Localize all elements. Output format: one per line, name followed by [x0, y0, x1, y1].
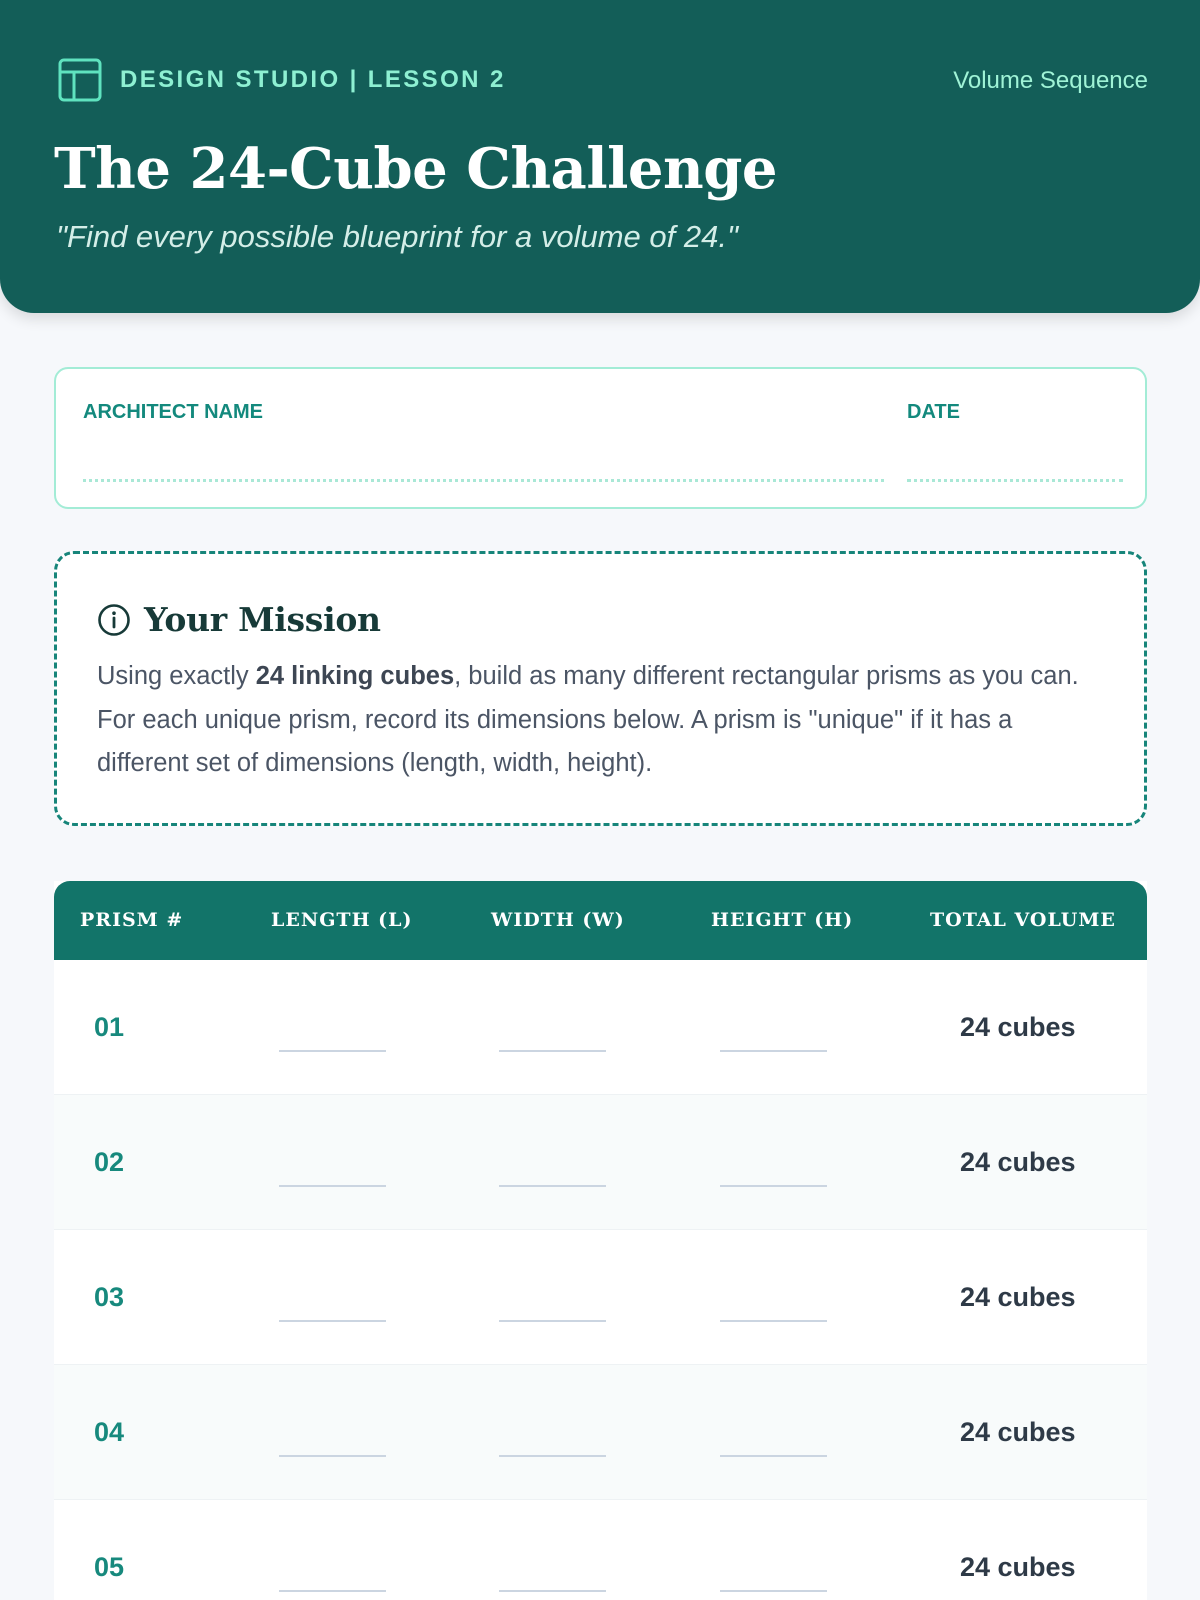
column-header-height: HEIGHT (H) [711, 909, 854, 931]
mission-text-end: , build as many different rectangular prisms as you can. For each unique prism, record its dimensions below. A prism is "unique" if it has a different set of dimensions (length, width, height). [97, 662, 1079, 777]
layout-icon [58, 58, 102, 102]
mission-text-emphasis: 24 linking cubes [255, 662, 455, 690]
page-header [0, 0, 1200, 313]
table-row [54, 1230, 1147, 1365]
height-blank[interactable] [720, 1185, 827, 1187]
sequence-label: Volume Sequence [953, 67, 1148, 94]
mission-card [54, 551, 1147, 826]
total-volume: 24 cubes [960, 1147, 1076, 1177]
prism-number: 01 [94, 1012, 125, 1042]
mission-title: Your Mission [144, 600, 381, 639]
prism-number: 04 [94, 1417, 125, 1447]
table-row [54, 1500, 1147, 1600]
table-row [54, 1365, 1147, 1500]
length-blank[interactable] [279, 1185, 386, 1187]
column-header-width: WIDTH (W) [491, 909, 625, 931]
column-header-length: LENGTH (L) [271, 909, 413, 931]
length-blank[interactable] [279, 1590, 386, 1592]
prism-number: 03 [94, 1282, 125, 1312]
total-volume: 24 cubes [960, 1417, 1076, 1447]
length-blank[interactable] [279, 1320, 386, 1322]
prism-table [54, 881, 1147, 1600]
width-blank[interactable] [499, 1590, 606, 1592]
column-header-volume: TOTAL VOLUME [930, 909, 1116, 931]
architect-name-label: ARCHITECT NAME [83, 401, 263, 423]
date-label: DATE [907, 401, 960, 423]
mission-heading [97, 598, 381, 642]
table-row [54, 1095, 1147, 1230]
length-blank[interactable] [279, 1050, 386, 1052]
total-volume: 24 cubes [960, 1552, 1076, 1582]
mission-text-start: Using exactly [97, 662, 256, 690]
prism-number: 02 [94, 1147, 125, 1177]
student-info-card [54, 367, 1147, 509]
width-blank[interactable] [499, 1455, 606, 1457]
brand [58, 58, 506, 102]
height-blank[interactable] [720, 1590, 827, 1592]
prism-number: 05 [94, 1552, 125, 1582]
height-blank[interactable] [720, 1455, 827, 1457]
column-header-prism: PRISM # [80, 909, 184, 931]
date-field[interactable] [907, 479, 1123, 482]
total-volume: 24 cubes [960, 1282, 1076, 1312]
page-subtitle: "Find every possible blueprint for a volume of 24." [56, 219, 738, 254]
width-blank[interactable] [499, 1050, 606, 1052]
height-blank[interactable] [720, 1320, 827, 1322]
brand-label: DESIGN STUDIO | LESSON 2 [120, 66, 506, 93]
length-blank[interactable] [279, 1455, 386, 1457]
table-header [54, 881, 1147, 960]
total-volume: 24 cubes [960, 1012, 1076, 1042]
info-icon [97, 603, 131, 637]
width-blank[interactable] [499, 1185, 606, 1187]
mission-text [97, 655, 1107, 786]
page-title: The 24-Cube Challenge [54, 136, 777, 202]
height-blank[interactable] [720, 1050, 827, 1052]
table-row [54, 960, 1147, 1095]
architect-name-field[interactable] [83, 479, 884, 482]
width-blank[interactable] [499, 1320, 606, 1322]
